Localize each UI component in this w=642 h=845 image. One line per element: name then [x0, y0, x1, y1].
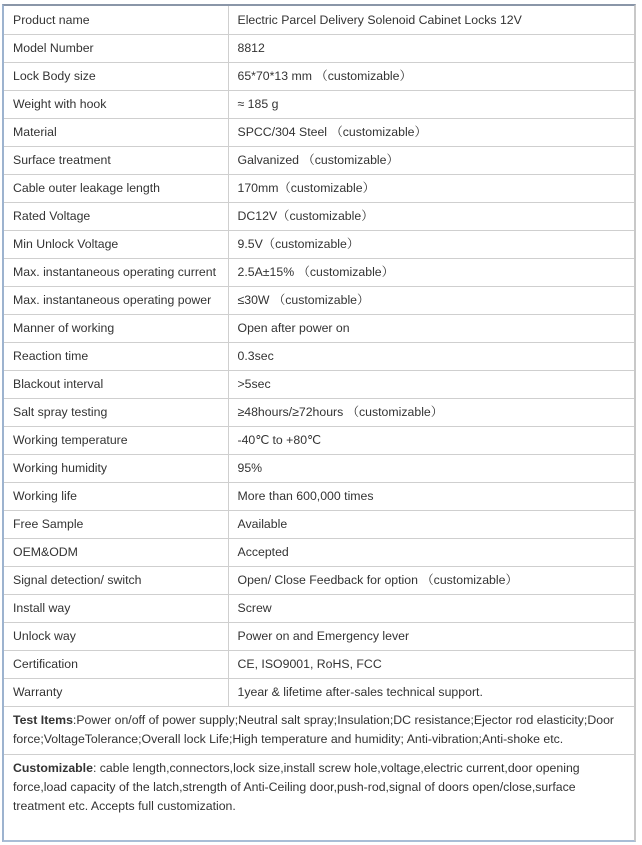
table-row: [4, 398, 634, 426]
table-row: [4, 426, 634, 454]
table-row: [4, 594, 634, 622]
table-row: [4, 650, 634, 678]
table-row: [4, 258, 634, 286]
spec-label: Max. instantaneous operating power: [4, 286, 228, 314]
table-row: [4, 566, 634, 594]
spec-value: CE, ISO9001, RoHS, FCC: [228, 650, 634, 678]
spec-value: ≈ 185 g: [228, 90, 634, 118]
table-row: [4, 510, 634, 538]
spec-table: [4, 6, 634, 824]
spec-label: Rated Voltage: [4, 202, 228, 230]
spec-label: Max. instantaneous operating current: [4, 258, 228, 286]
spec-label: Min Unlock Voltage: [4, 230, 228, 258]
spec-label: Surface treatment: [4, 146, 228, 174]
spec-label: Manner of working: [4, 314, 228, 342]
table-row: [4, 538, 634, 566]
table-row: [4, 622, 634, 650]
spec-label: Working life: [4, 482, 228, 510]
spec-label: Lock Body size: [4, 62, 228, 90]
table-row: [4, 230, 634, 258]
spec-value: 170mm（customizable）: [228, 174, 634, 202]
spec-label: Signal detection/ switch: [4, 566, 228, 594]
table-row: [4, 118, 634, 146]
spec-value: ≤30W （customizable）: [228, 286, 634, 314]
spec-value: 1year & lifetime after-sales technical support.: [228, 678, 634, 706]
spec-value: ≥48hours/≥72hours （customizable）: [228, 398, 634, 426]
table-row: [4, 342, 634, 370]
spec-value: Accepted: [228, 538, 634, 566]
table-row: [4, 314, 634, 342]
table-row: [4, 286, 634, 314]
spec-value: Screw: [228, 594, 634, 622]
table-row: [4, 34, 634, 62]
test-items-heading: Test Items: [13, 712, 73, 727]
spec-label: Weight with hook: [4, 90, 228, 118]
test-items-row: [4, 706, 634, 754]
spec-value: Power on and Emergency lever: [228, 622, 634, 650]
spec-value: 65*70*13 mm （customizable）: [228, 62, 634, 90]
spec-value: 95%: [228, 454, 634, 482]
spec-value: 9.5V（customizable）: [228, 230, 634, 258]
spec-label: Cable outer leakage length: [4, 174, 228, 202]
spec-label: Free Sample: [4, 510, 228, 538]
spec-value: Open after power on: [228, 314, 634, 342]
spec-value: Open/ Close Feedback for option （customizable）: [228, 566, 634, 594]
spec-label: Reaction time: [4, 342, 228, 370]
spec-value: >5sec: [228, 370, 634, 398]
test-items-text: :Power on/off of power supply;Neutral salt spray;Insulation;DC resistance;Ejector rod elasticity;Door force;VoltageTolerance;Overall lock Life;High temperature and humidity; Anti-vibration;Anti-shoke etc.: [13, 712, 615, 746]
spec-value: 8812: [228, 34, 634, 62]
spec-label: Install way: [4, 594, 228, 622]
table-row: [4, 454, 634, 482]
spec-label: Certification: [4, 650, 228, 678]
spec-value: -40℃ to +80℃: [228, 426, 634, 454]
spec-value: 2.5A±15% （customizable）: [228, 258, 634, 286]
customizable-cell: [4, 754, 634, 824]
spec-label: OEM&ODM: [4, 538, 228, 566]
table-row: [4, 146, 634, 174]
spec-label: Working temperature: [4, 426, 228, 454]
spec-label: Working humidity: [4, 454, 228, 482]
customizable-text: : cable length,connectors,lock size,install screw hole,voltage,electric current,door opening force,load capacity of the latch,strength of Anti-Ceiling door,push-rod,signal of doors open/close,surface treatment etc. Accepts full customization.: [13, 760, 580, 813]
table-row: [4, 90, 634, 118]
spec-label: Salt spray testing: [4, 398, 228, 426]
spec-value: SPCC/304 Steel （customizable）: [228, 118, 634, 146]
table-row: [4, 62, 634, 90]
table-row: [4, 174, 634, 202]
spec-value: Electric Parcel Delivery Solenoid Cabinet Locks 12V: [228, 6, 634, 34]
test-items-cell: [4, 706, 634, 754]
table-row: [4, 370, 634, 398]
table-row: [4, 6, 634, 34]
spec-label: Model Number: [4, 34, 228, 62]
spec-value: More than 600,000 times: [228, 482, 634, 510]
spec-table-frame: [2, 4, 636, 842]
table-row: [4, 678, 634, 706]
table-row: [4, 202, 634, 230]
spec-label: Warranty: [4, 678, 228, 706]
spec-label: Material: [4, 118, 228, 146]
spec-value: Available: [228, 510, 634, 538]
customizable-row: [4, 754, 634, 824]
customizable-heading: Customizable: [13, 760, 93, 775]
spec-value: 0.3sec: [228, 342, 634, 370]
spec-label: Product name: [4, 6, 228, 34]
spec-label: Unlock way: [4, 622, 228, 650]
spec-label: Blackout interval: [4, 370, 228, 398]
spec-value: DC12V（customizable）: [228, 202, 634, 230]
spec-value: Galvanized （customizable）: [228, 146, 634, 174]
table-row: [4, 482, 634, 510]
